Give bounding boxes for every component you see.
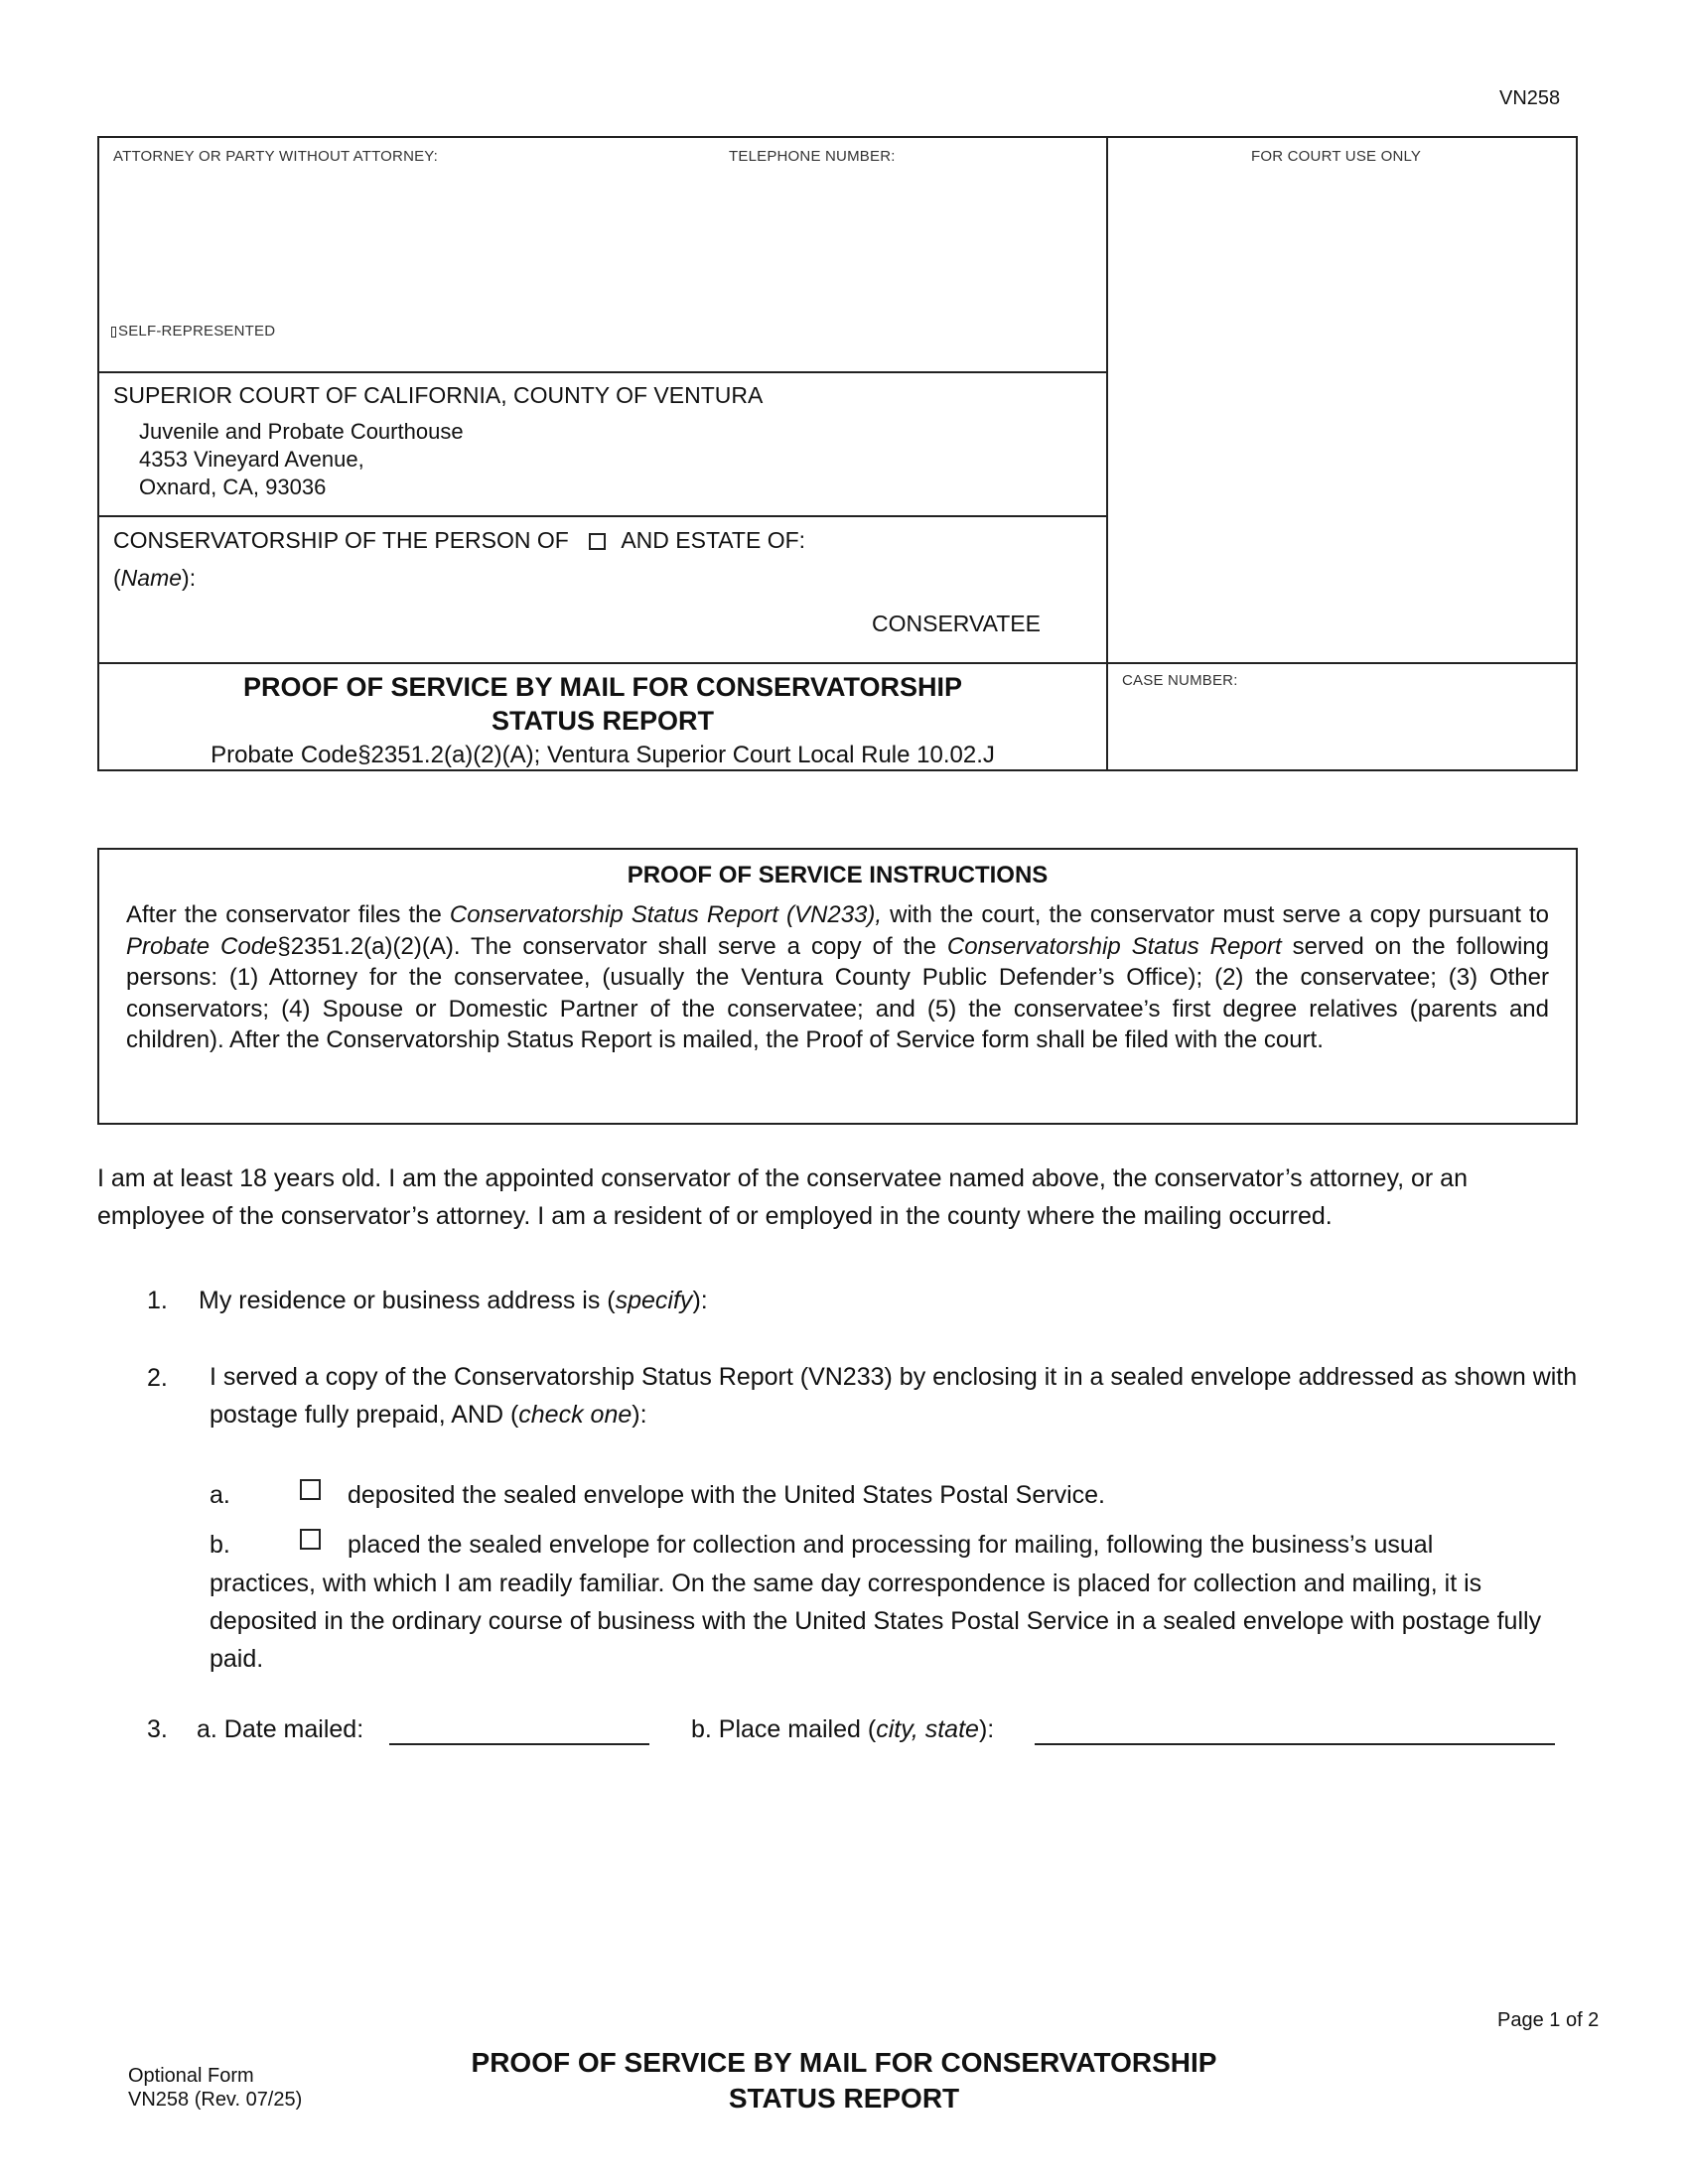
conservatorship-label: CONSERVATORSHIP OF THE PERSON OF	[113, 527, 569, 553]
place-mailed-field[interactable]	[1035, 1719, 1555, 1745]
footer-title-line2: STATUS REPORT	[728, 2083, 960, 2114]
courthouse-line: 4353 Vineyard Avenue,	[139, 447, 364, 472]
telephone-label: TELEPHONE NUMBER:	[729, 148, 896, 165]
instructions-box	[97, 848, 1578, 1125]
item1-text: My residence or business address is (specify):	[199, 1287, 708, 1314]
caption-box	[97, 136, 1578, 771]
option-a-checkbox[interactable]	[300, 1479, 321, 1500]
form-title-line2: STATUS REPORT	[491, 706, 714, 736]
option-b-first-line: placed the sealed envelope for collection and processing for mailing, following the business’s usual	[348, 1531, 1434, 1559]
page-number: Page 1 of 2	[1497, 2009, 1600, 2031]
declaration-text: I am at least 18 years old. I am the appointed conservator of the conservatee named above, the conservator’s attorney, or an employee of the conservator’s attorney. I am a resident of or employed in the county where the mailing occurred.	[97, 1164, 1468, 1230]
option-b-checkbox[interactable]	[300, 1529, 321, 1550]
form-revision: VN258 (Rev. 07/25)	[128, 2089, 303, 2111]
date-mailed-label: a. Date mailed:	[197, 1715, 364, 1743]
item2-text: I served a copy of the Conservatorship Status Report (VN233) by enclosing it in a sealed envelope addressed as shown with postage fully prepaid, AND (check one):	[210, 1363, 1578, 1429]
form-title	[99, 670, 1106, 769]
self-represented-option[interactable]	[111, 323, 275, 340]
footer-title-line1: PROOF OF SERVICE BY MAIL FOR CONSERVATORSHIP	[471, 2047, 1217, 2078]
option-a-text: deposited the sealed envelope with the United States Postal Service.	[348, 1481, 1105, 1509]
conservatorship-line	[113, 527, 805, 554]
and-estate-label: AND ESTATE OF:	[621, 527, 806, 553]
instructions-heading: PROOF OF SERVICE INSTRUCTIONS	[627, 862, 1049, 888]
item3-number: 3.	[147, 1715, 168, 1743]
optional-form-label: Optional Form	[128, 2065, 254, 2087]
item2-number: 2.	[147, 1364, 168, 1392]
item1-number: 1.	[147, 1287, 168, 1314]
option-b-letter: b.	[210, 1531, 230, 1559]
courthouse-address	[139, 418, 464, 501]
courthouse-line: Juvenile and Probate Courthouse	[139, 419, 464, 444]
form-id: VN258	[1499, 87, 1561, 109]
form-subtitle: Probate Code§2351.2(a)(2)(A); Ventura Superior Court Local Rule 10.02.J	[211, 742, 995, 768]
conservatee-label: CONSERVATEE	[872, 611, 1041, 636]
form-title-line1: PROOF OF SERVICE BY MAIL FOR CONSERVATORSHIP	[242, 672, 963, 702]
option-b-rest: practices, with which I am readily familiar. On the same day correspondence is placed for collection and mailing, it is deposited in the ordinary course of business with the United States Postal Service in a sealed envelope with postage fully paid.	[210, 1570, 1542, 1673]
place-mailed-label: b. Place mailed (city, state):	[691, 1715, 995, 1743]
instructions-body: After the conservator files the Conservatorship Status Report (VN233), with the court, the conservator must serve a copy pursuant to Probate Code§2351.2(a)(2)(A). The conservator shall serve a copy of the Conservatorship Status Report served on the following persons: (1) Attorney for the conservatee, (usually the Ventura County Public Defender’s Office); (2) the conservatee; (3) Other conservators; (4) Spouse or Domestic Partner of the conservatee; and (5) the conservatee’s first degree relatives (parents and children). After the Conservatorship Status Report is mailed, the Proof of Service form shall be filed with the court.	[126, 901, 1549, 1053]
self-represented-label: SELF-REPRESENTED	[118, 323, 276, 340]
and-estate-checkbox[interactable]	[589, 533, 606, 550]
self-represented-checkbox[interactable]	[111, 327, 116, 338]
attorney-label: ATTORNEY OR PARTY WITHOUT ATTORNEY:	[113, 148, 439, 165]
court-name: SUPERIOR COURT OF CALIFORNIA, COUNTY OF VENTURA	[113, 382, 764, 408]
option-a-letter: a.	[210, 1481, 230, 1509]
courthouse-line: Oxnard, CA, 93036	[139, 475, 327, 499]
case-number-label: CASE NUMBER:	[1122, 672, 1238, 689]
court-use-label: FOR COURT USE ONLY	[1251, 148, 1422, 165]
footer-title	[417, 2045, 1271, 2116]
date-mailed-field[interactable]	[389, 1719, 649, 1745]
name-label: (Name):	[113, 565, 197, 591]
